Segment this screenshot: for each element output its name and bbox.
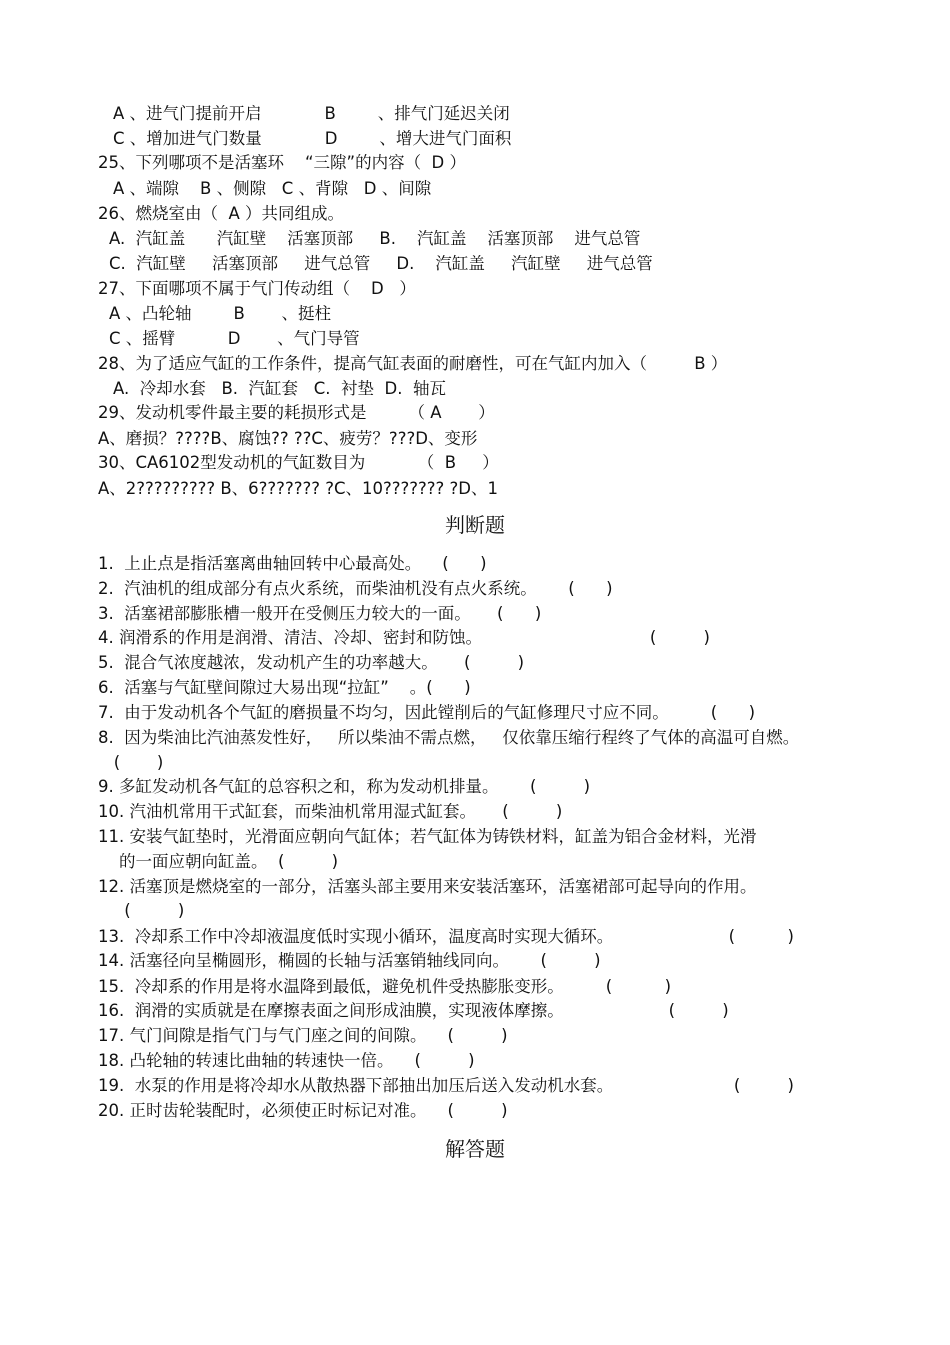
judge-item: 20. 正时齿轮装配时，必须使正时标记对准。 ( ) — [98, 1101, 508, 1120]
judge-item: 12. 活塞顶是燃烧室的一部分，活塞头部主要用来安装活塞环，活塞裙部可起导向的作用。 — [98, 877, 757, 896]
judge-item: 11. 安装气缸垫时，光滑面应朝向气缸体；若气缸体为铸铁材料，缸盖为铝合金材料，光滑 — [98, 827, 757, 846]
mc-line: A 、进气门提前开启 B 、排气门延迟关闭 — [113, 104, 510, 123]
judge-item: 14. 活塞径向呈椭圆形，椭圆的长轴与活塞销轴线同向。 ( ) — [98, 951, 601, 970]
mc-line: A. 汽缸盖 汽缸壁 活塞顶部 B. 汽缸盖 活塞顶部 进气总管 — [109, 229, 641, 248]
judge-item-continued: ( ) — [98, 901, 185, 920]
judge-item: 13. 冷却系工作中冷却液温度低时实现小循环，温度高时实现大循环。 ( ) — [98, 927, 794, 946]
mc-question-28: 28、为了适应气缸的工作条件，提高气缸表面的耐磨性，可在气缸内加入（ B ） — [98, 354, 728, 373]
judge-item: 8. 因为柴油比汽油蒸发性好， 所以柴油不需点燃， 仅依靠压缩行程终了气体的高温可自燃。 — [98, 728, 800, 747]
mc-line: C 、增加进气门数量 D 、增大进气门面积 — [113, 129, 512, 148]
mc-question-25: 25、下列哪项不是活塞环 “三隙”的内容（ D ） — [98, 153, 467, 172]
judge-item: 10. 汽油机常用干式缸套，而柴油机常用湿式缸套。 ( ) — [98, 802, 563, 821]
mc-line: C 、摇臂 D 、气门导管 — [109, 329, 360, 348]
judge-item: 4. 润滑系的作用是润滑、清洁、冷却、密封和防蚀。 ( ) — [98, 628, 710, 647]
mc-question-30: 30、CA6102型发动机的气缸数目为 （ B ） — [98, 453, 499, 472]
judge-item: 3. 活塞裙部膨胀槽一般开在受侧压力较大的一面。 ( ) — [98, 604, 542, 623]
judge-item: 9. 多缸发动机各气缸的总容积之和，称为发动机排量。 ( ) — [98, 777, 591, 796]
mc-line: C. 汽缸壁 活塞顶部 进气总管 D. 汽缸盖 汽缸壁 进气总管 — [109, 254, 653, 273]
judge-item-continued: ( ) — [98, 753, 164, 772]
judge-item: 18. 凸轮轴的转速比曲轴的转速快一倍。 ( ) — [98, 1051, 475, 1070]
mc-line: A. 冷却水套 B. 汽缸套 C. 衬垫 D. 轴瓦 — [113, 379, 446, 398]
judge-item: 5. 混合气浓度越浓，发动机产生的功率越大。 ( ) — [98, 653, 525, 672]
mc-question-29: 29、发动机零件最主要的耗损形式是 （ A ） — [98, 403, 495, 422]
judge-item-continued: 的一面应朝向缸盖。 ( ) — [98, 852, 339, 871]
judge-item: 2. 汽油机的组成部分有点火系统，而柴油机没有点火系统。 ( ) — [98, 579, 613, 598]
judge-item: 1. 上止点是指活塞离曲轴回转中心最高处。 ( ) — [98, 554, 487, 573]
judge-item: 7. 由于发动机各个气缸的磨损量不均匀，因此镗削后的气缸修理尺寸应不同。 ( ) — [98, 703, 756, 722]
judge-item: 16. 润滑的实质就是在摩擦表面之间形成油膜，实现液体摩擦。 ( ) — [98, 1001, 729, 1020]
section-title-judge: 判断题 — [445, 513, 505, 537]
mc-line: A、2????????? B、6??????? ?C、10??????? ?D、1 — [98, 479, 498, 498]
mc-question-27: 27、下面哪项不属于气门传动组（ D ） — [98, 279, 416, 298]
judge-item: 15. 冷却系的作用是将水温降到最低，避免机件受热膨胀变形。 ( ) — [98, 977, 672, 996]
judge-item: 6. 活塞与气缸壁间隙过大易出现“拉缸” 。( ) — [98, 678, 471, 697]
mc-line: A 、凸轮轴 B 、挺柱 — [109, 304, 332, 323]
judge-item: 17. 气门间隙是指气门与气门座之间的间隙。 ( ) — [98, 1026, 508, 1045]
mc-line: A、磨损？????B、腐蚀?? ??C、疲劳？???D、变形 — [98, 429, 478, 448]
section-title-answer: 解答题 — [445, 1137, 505, 1161]
judge-item: 19. 水泵的作用是将冷却水从散热器下部抽出加压后送入发动机水套。 ( ) — [98, 1076, 794, 1095]
mc-line: A 、端隙 B 、侧隙 C 、背隙 D 、间隙 — [113, 179, 432, 198]
mc-question-26: 26、燃烧室由（ A ）共同组成。 — [98, 204, 345, 223]
